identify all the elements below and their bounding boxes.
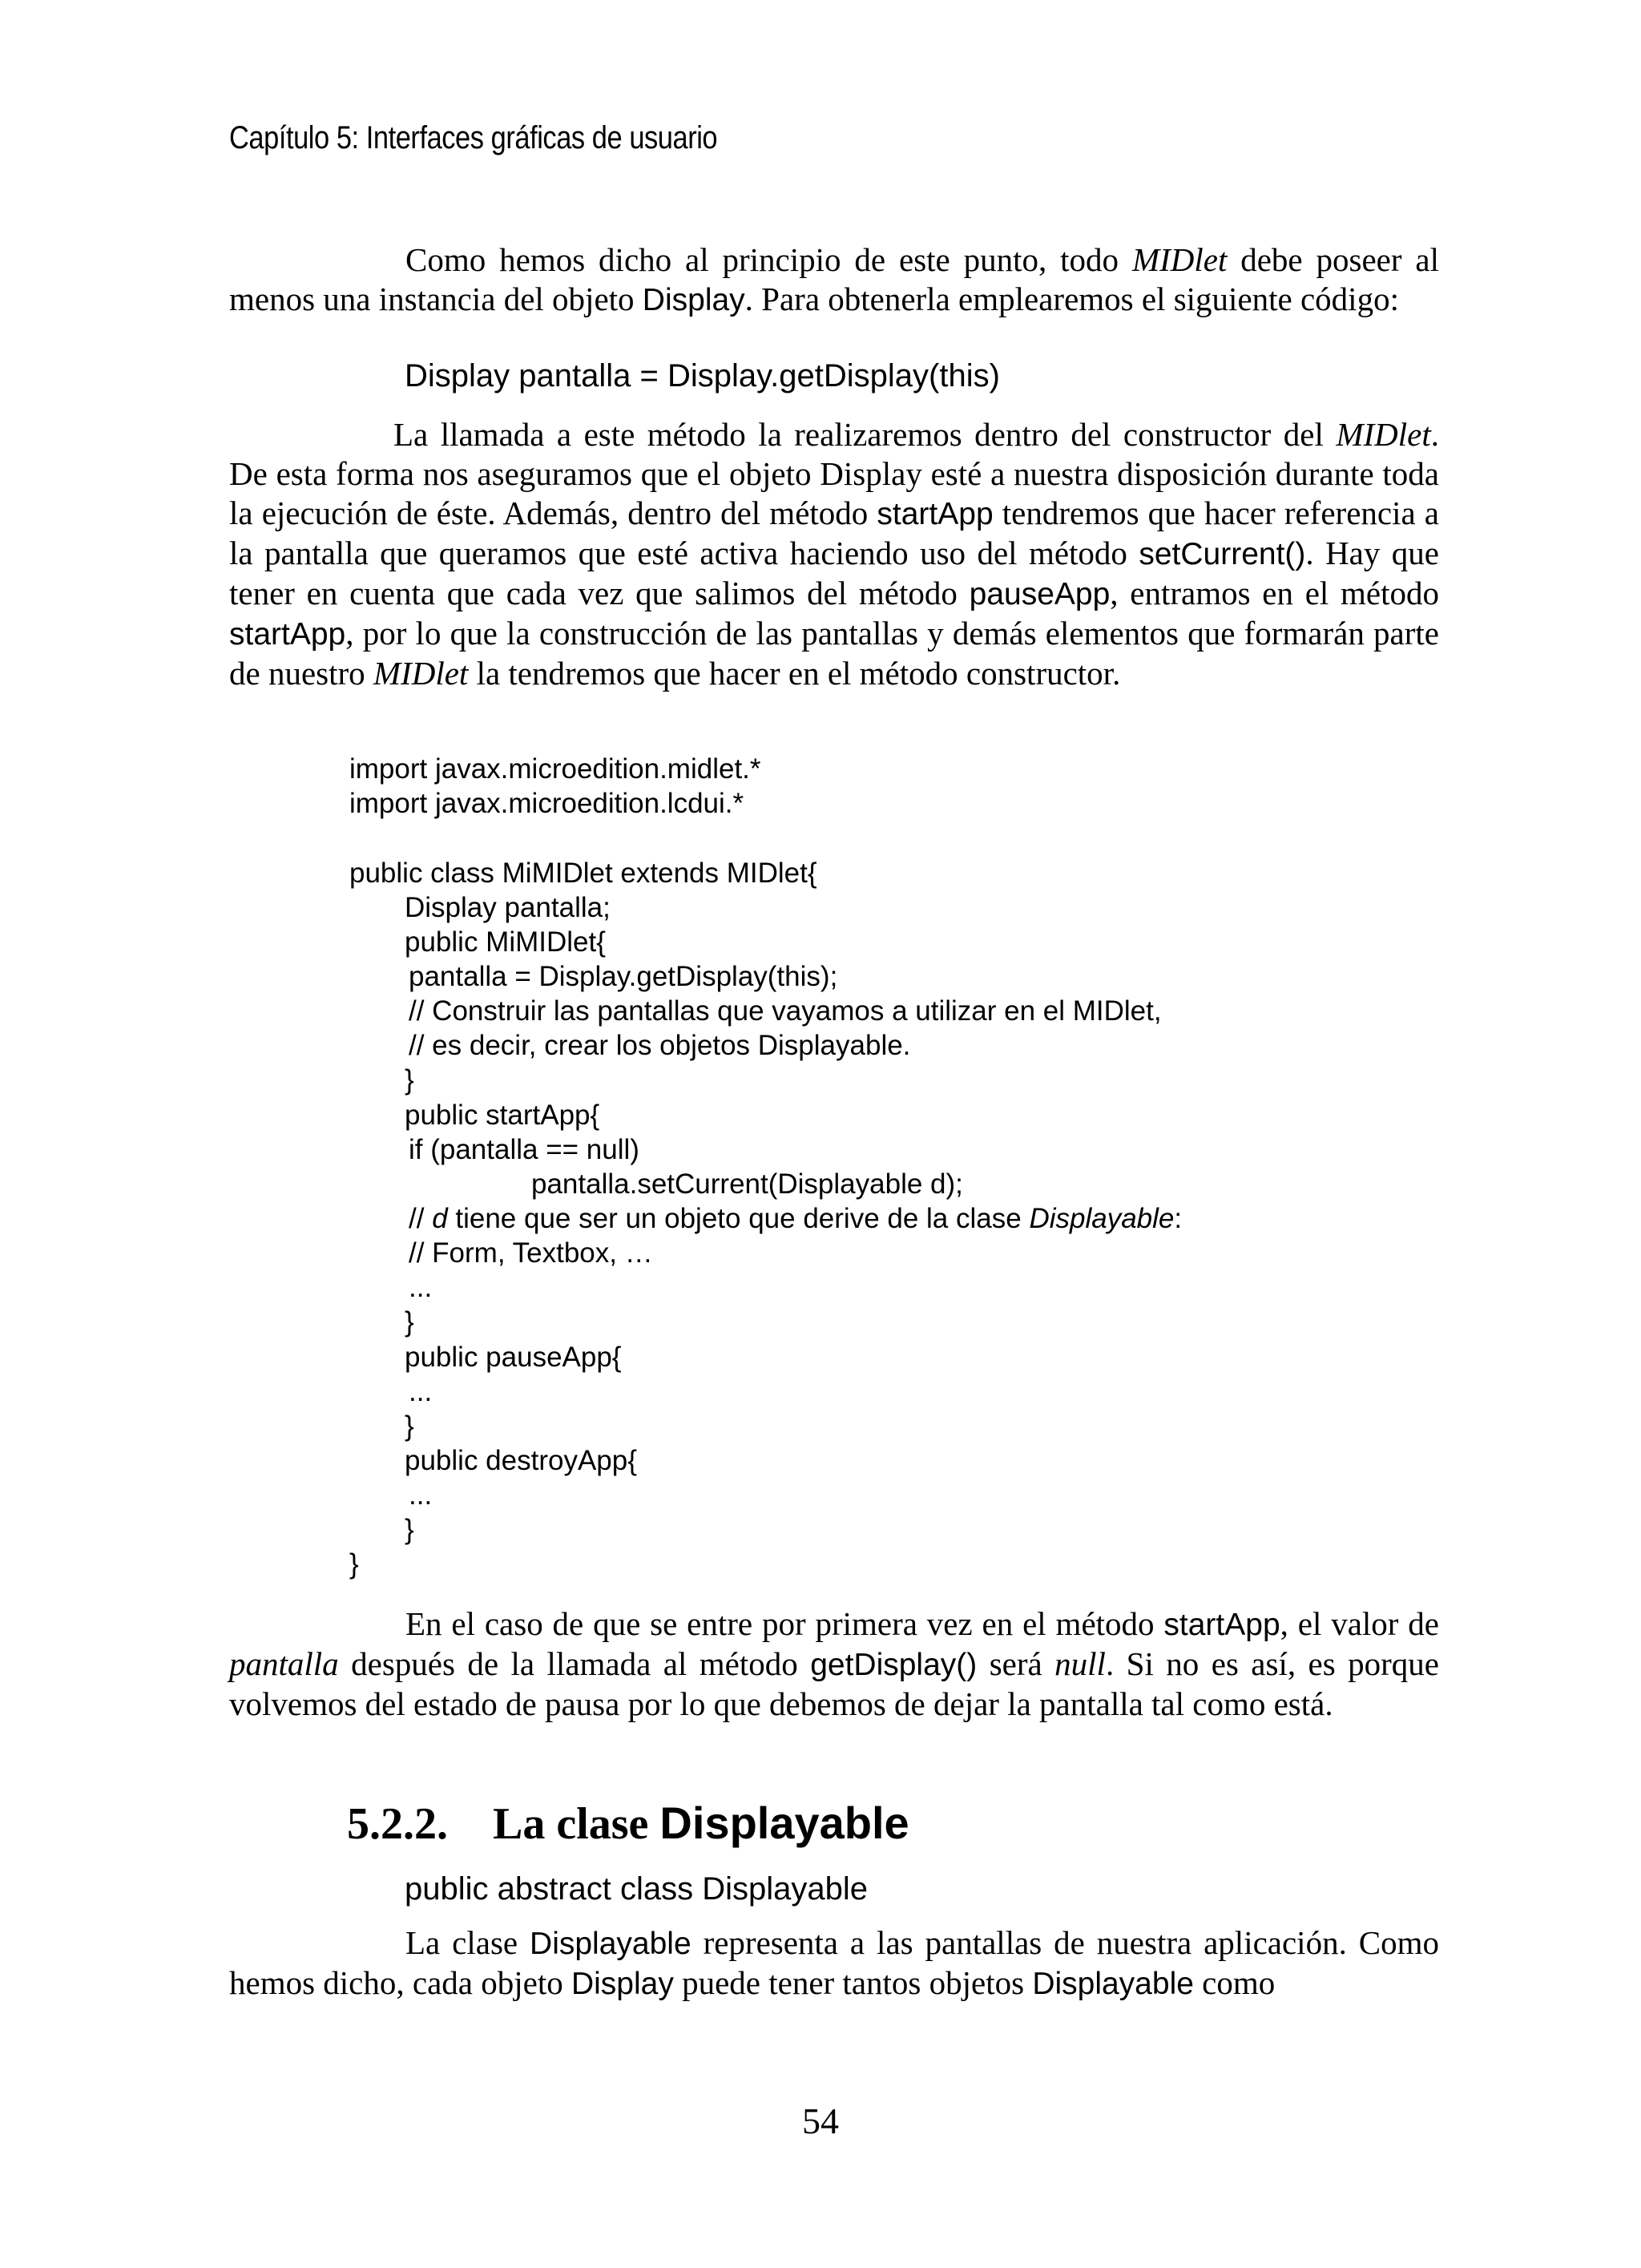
code-line: import javax.microedition.midlet.* <box>349 753 761 785</box>
code-line: import javax.microedition.lcdui.* <box>349 788 744 819</box>
code-line: public destroyApp{ <box>405 1445 637 1476</box>
code-line: // Form, Textbox, … <box>409 1237 653 1269</box>
section-title-name: Displayable <box>659 1798 909 1848</box>
paragraph-constructor: La llamada a este método la realizaremos dentro del constructor del MIDlet. De esta forma nos aseguramos que el objeto Display esté a nuestra disposición durante toda la ejecución de éste. Además, dentro del método startApp tendremos que hacer referencia a la pantalla que queramos que esté activa haciendo uso del método setCurrent(). Hay que tener en cuenta que cada vez que salimos del método pauseApp, entramos en el método startApp, por lo que la construcción de las pantallas y demás elementos que formarán parte de nuestro MIDlet la tendremos que hacer en el método constructor. <box>229 416 1439 692</box>
code-line: pantalla.setCurrent(Displayable d); <box>531 1168 963 1200</box>
code-line: pantalla = Display.getDisplay(this); <box>409 961 838 992</box>
class-declaration: public abstract class Displayable <box>405 1871 869 1907</box>
display-code-line: Display pantalla = Display.getDisplay(this) <box>405 358 1000 393</box>
code-line: // Construir las pantallas que vayamos a utilizar en el MIDlet, <box>409 995 1162 1027</box>
code-line: } <box>405 1064 414 1096</box>
code-line: ... <box>409 1376 433 1407</box>
code-line: } <box>405 1514 414 1545</box>
code-line: // d tiene que ser un objeto que derive de la clase Displayable: <box>409 1203 1183 1234</box>
code-line: public class MiMIDlet extends MIDlet{ <box>349 858 817 889</box>
code-line: } <box>405 1410 414 1442</box>
section-title-prefix: La clase <box>493 1799 660 1849</box>
paragraph-displayable: La clase Displayable representa a las pantallas de nuestra aplicación. Como hemos dicho, cada objeto Display puede tener tantos objetos Displayable como <box>229 1924 1439 2001</box>
paragraph-startapp: En el caso de que se entre por primera vez en el método startApp, el valor de pantalla después de la llamada al método getDisplay() será null. Si no es así, es porque volvemos del estado de pausa por lo que debemos de dejar la pantalla tal como está. <box>229 1605 1440 1722</box>
code-line: public pauseApp{ <box>405 1342 622 1373</box>
code-line: public MiMIDlet{ <box>405 926 606 958</box>
section-number: 5.2.2. <box>347 1799 448 1849</box>
code-line: } <box>349 1548 359 1580</box>
code-line: public startApp{ <box>405 1100 600 1131</box>
section-heading <box>347 1797 909 1850</box>
code-line: } <box>405 1306 414 1338</box>
code-line: Display pantalla; <box>405 892 611 923</box>
code-line: if (pantalla == null) <box>409 1134 639 1165</box>
paragraph-intro: Como hemos dicho al principio de este punto, todo MIDlet debe poseer al menos una instancia del objeto Display. Para obtenerla emplearemos el siguiente código: <box>229 241 1439 317</box>
chapter-header: Capítulo 5: Interfaces gráficas de usuario <box>229 120 718 155</box>
code-line: ... <box>409 1272 433 1303</box>
code-line: ... <box>409 1479 433 1511</box>
page-number: 54 <box>802 2101 839 2141</box>
code-line: // es decir, crear los objetos Displayable. <box>409 1030 911 1061</box>
